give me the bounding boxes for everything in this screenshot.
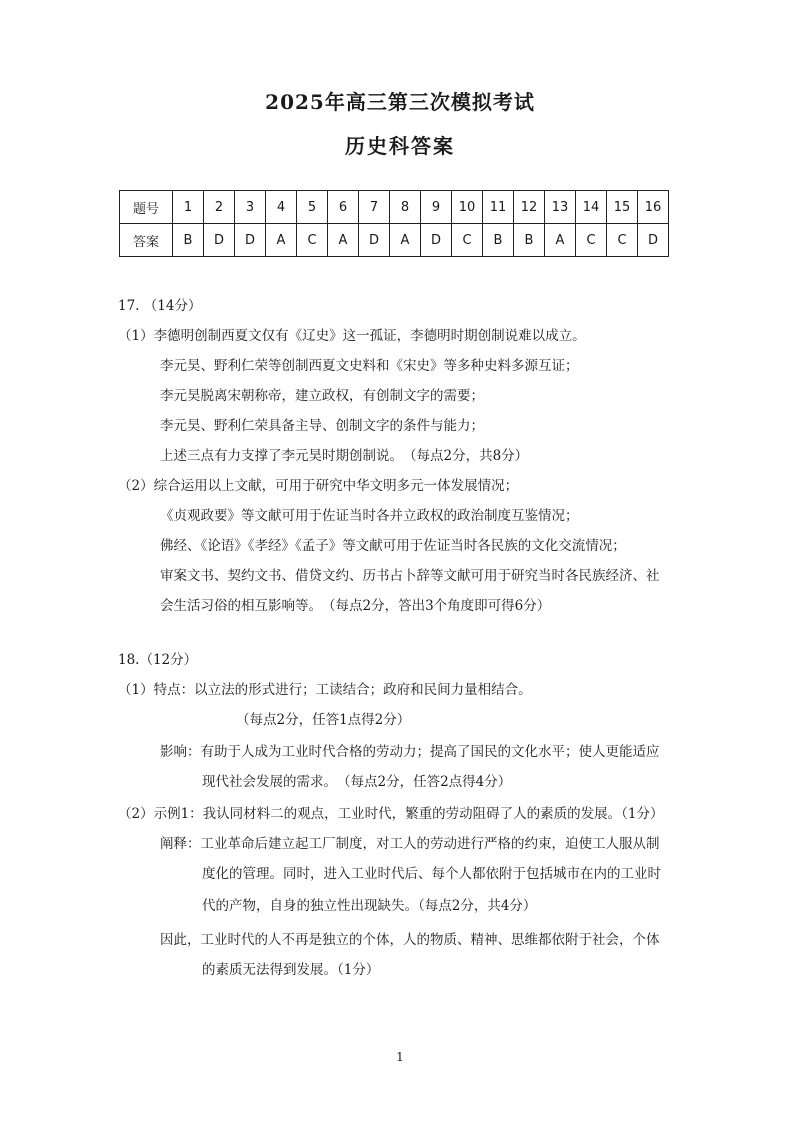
table-cell: 10 bbox=[452, 191, 483, 224]
table-cell: B bbox=[173, 224, 204, 257]
table-cell: 1 bbox=[173, 191, 204, 224]
table-cell: 11 bbox=[483, 191, 514, 224]
table-cell: B bbox=[483, 224, 514, 257]
table-cell: C bbox=[607, 224, 638, 257]
table-cell: A bbox=[266, 224, 297, 257]
table-cell: 2 bbox=[204, 191, 235, 224]
q18-part1-influence: 影响：有助于人成为工业时代合格的劳动力；提高了国民的文化水平；使人更能适应 bbox=[160, 744, 660, 760]
q18-part1-influence: 现代社会发展的需求。 （每点2分，任答2点得4分） bbox=[202, 774, 512, 790]
q18-part1-score: （每点2分，任答1点得2分） bbox=[236, 712, 411, 728]
q17-part2-point: 审案文书、契约文书、借贷文约、历书占卜辞等文献可用于研究当时各民族经济、社 bbox=[160, 568, 660, 584]
q17-part1-point: 李元昊、野利仁荣等创制西夏文史料和《宋史》等多种史料多源互证； bbox=[160, 358, 579, 374]
table-cell: D bbox=[421, 224, 452, 257]
q18-part2-explain: 阐释：工业革命后建立起工厂制度，对工人的劳动进行严格的约束，迫使工人服从制 bbox=[160, 836, 660, 852]
q17-part2-point: 会生活习俗的相互影响等。 （每点2分，答出3个角度即可得6分） bbox=[160, 598, 551, 614]
table-cell: D bbox=[235, 224, 266, 257]
row-label-number: 题号 bbox=[120, 191, 173, 224]
q18-part2-explain: 代的产物，自身的独立性出现缺失。（每点2分，共4分） bbox=[202, 898, 537, 914]
table-cell: 16 bbox=[638, 191, 669, 224]
table-cell: 13 bbox=[545, 191, 576, 224]
q18-part2-conclusion: 的素质无法得到发展。（1分） bbox=[202, 962, 380, 978]
table-cell: 14 bbox=[576, 191, 607, 224]
q17-part1-point: 李元昊脱离宋朝称帝，建立政权，有创制文字的需要； bbox=[160, 388, 484, 404]
q17-part2-point: 《贞观政要》等文献可用于佐证当时各并立政权的政治制度互鉴情况； bbox=[160, 508, 579, 524]
table-cell: D bbox=[359, 224, 390, 257]
table-cell: A bbox=[545, 224, 576, 257]
table-cell: 7 bbox=[359, 191, 390, 224]
table-cell: 12 bbox=[514, 191, 545, 224]
q17-heading: 17. （14分） bbox=[118, 298, 202, 314]
table-cell: C bbox=[452, 224, 483, 257]
q17-part1-conclusion: 上述三点有力支撑了李元昊时期创制说。 （每点2分，共8分） bbox=[160, 448, 529, 464]
page-number: 1 bbox=[396, 1050, 404, 1064]
table-cell: 6 bbox=[328, 191, 359, 224]
q17-part2-point: 佛经、《论语》《孝经》《孟子》等文献可用于佐证当时各民族的文化交流情况； bbox=[160, 538, 626, 554]
table-cell: D bbox=[204, 224, 235, 257]
table-cell: 5 bbox=[297, 191, 328, 224]
q18-part2-explain: 度化的管理。同时，进入工业时代后、每个人都依附于包括城市在内的工业时 bbox=[202, 866, 661, 882]
table-row-answers bbox=[120, 224, 669, 257]
table-cell: 3 bbox=[235, 191, 266, 224]
q18-part2-conclusion: 因此，工业时代的人不再是独立的个体，人的物质、精神、思维都依附于社会，个体 bbox=[160, 932, 660, 948]
q18-part2: （2）示例1：我认同材料二的观点，工业时代，繁重的劳动阻碍了人的素质的发展。（1分） bbox=[118, 806, 664, 822]
q17-part1-point: 李元昊、野利仁荣具备主导、创制文字的条件与能力； bbox=[160, 418, 484, 434]
q17-part2: （2）综合运用以上文献，可用于研究中华文明多元一体发展情况； bbox=[118, 478, 519, 494]
table-cell: 4 bbox=[266, 191, 297, 224]
table-cell: A bbox=[390, 224, 421, 257]
table-cell: D bbox=[638, 224, 669, 257]
table-cell: A bbox=[328, 224, 359, 257]
table-cell: 15 bbox=[607, 191, 638, 224]
page-subtitle: 历史科答案 bbox=[345, 134, 455, 158]
q18-part1: （1）特点：以立法的形式进行；工读结合；政府和民间力量相结合。 bbox=[118, 682, 532, 698]
answer-table bbox=[119, 190, 669, 257]
q17-part1: （1）李德明创制西夏文仅有《辽史》这一孤证，李德明时期创制说难以成立。 bbox=[118, 328, 586, 344]
table-cell: B bbox=[514, 224, 545, 257]
table-cell: 8 bbox=[390, 191, 421, 224]
table-cell: C bbox=[576, 224, 607, 257]
table-row-numbers bbox=[120, 191, 669, 224]
page-title: 2025年高三第三次模拟考试 bbox=[265, 90, 535, 114]
table-cell: C bbox=[297, 224, 328, 257]
q18-heading: 18.（12分） bbox=[118, 652, 198, 668]
table-cell: 9 bbox=[421, 191, 452, 224]
row-label-answer: 答案 bbox=[120, 224, 173, 257]
